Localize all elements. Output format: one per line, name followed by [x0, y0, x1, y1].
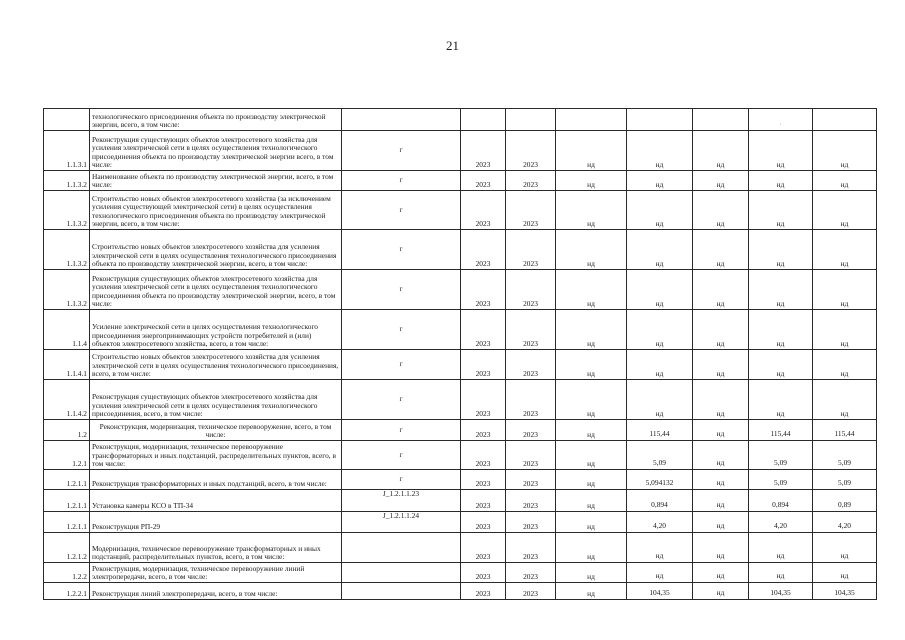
cell-year-start: 2023: [461, 441, 506, 470]
cell-year-start: 2023: [461, 191, 506, 230]
cell-value-1: нд: [627, 533, 693, 563]
table-row-top: [44, 109, 877, 131]
cell-name: Модернизация, техническое перевооружение трансформаторных и иных подстанций, распределительных пунктов, всего, в том числе:: [90, 533, 342, 563]
cell-value-2: нд: [693, 230, 749, 270]
cell-value-1: нд: [627, 191, 693, 230]
cell-year-end: 2023: [506, 191, 556, 230]
cell-value-4: 104,35: [813, 583, 877, 600]
cell-ident: г: [342, 350, 461, 380]
cell-name: Реконструкция, модернизация, техническое перевооружение трансформаторных и иных подстанций, распределительных пунктов, всего, в том числе:: [90, 441, 342, 470]
cell-value-1: нд: [627, 131, 693, 171]
cell-name: Установка камеры КСО в ТП-34: [90, 490, 342, 512]
cell-value-1: нд: [627, 270, 693, 310]
table-row: [44, 583, 877, 600]
cell-year-start: 2023: [461, 512, 506, 533]
cell-value-4: нд: [813, 310, 877, 350]
cell-year-end: 2023: [506, 563, 556, 583]
table-row: [44, 563, 877, 583]
table-row: [44, 420, 877, 441]
cell-name: Реконструкция существующих объектов электросетевого хозяйства для усиления электрической сети в целях осуществления технологического присоединения, всего, в том числе:: [90, 380, 342, 420]
cell-year-end: 2023: [506, 533, 556, 563]
cell-value-3: 115,44: [749, 420, 813, 441]
cell-value-4: 5,09: [813, 470, 877, 490]
cell-stage: нд: [556, 533, 627, 563]
cell-value-4: нд: [813, 270, 877, 310]
table-row: [44, 512, 877, 533]
cell-value-2: нд: [693, 270, 749, 310]
cell-stage: нд: [556, 171, 627, 191]
cell-value-2: нд: [693, 191, 749, 230]
cell-ident: г: [342, 420, 461, 441]
cell-value-1: 5,094132: [627, 470, 693, 490]
table-row: [44, 171, 877, 191]
cell-ident: г: [342, 230, 461, 270]
cell-code: [44, 109, 90, 131]
cell-name: Реконструкция существующих объектов электросетевого хозяйства для усиления электрической сети в целях осуществления технологического присоединения объекта по производству электрической энергии, всего, в том числе:: [90, 270, 342, 310]
cell-value-2: нд: [693, 583, 749, 600]
cell-value-1: 4,20: [627, 512, 693, 533]
cell-value-2: нд: [693, 490, 749, 512]
table-row: [44, 230, 877, 270]
cell-value-3: нд: [749, 350, 813, 380]
cell-value-2: нд: [693, 533, 749, 563]
cell-code: 1.2.1.1: [44, 512, 90, 533]
cell-code: 1.2.1: [44, 441, 90, 470]
cell-stage: нд: [556, 490, 627, 512]
cell-value-1: нд: [627, 171, 693, 191]
cell-value-3: нд: [749, 230, 813, 270]
cell-stage: нд: [556, 310, 627, 350]
cell-name: Наименование объекта по производству электрической энергии, всего, в том числе:: [90, 171, 342, 191]
cell-year-start: 2023: [461, 350, 506, 380]
cell-value-3: ·: [749, 109, 813, 131]
cell-code: 1.1.3.1: [44, 131, 90, 171]
cell-value-4: нд: [813, 563, 877, 583]
cell-value-4: 4,20: [813, 512, 877, 533]
cell-year-end: 2023: [506, 441, 556, 470]
cell-value-4: нд: [813, 191, 877, 230]
cell-year-end: 2023: [506, 512, 556, 533]
cell-code: 1.1.3.2: [44, 270, 90, 310]
cell-value-2: нд: [693, 310, 749, 350]
cell-year-end: 2023: [506, 270, 556, 310]
page-number: 21: [446, 38, 459, 53]
cell-value-3: нд: [749, 563, 813, 583]
cell-ident: г: [342, 270, 461, 310]
cell-value-3: 104,35: [749, 583, 813, 600]
cell-value-4: нд: [813, 350, 877, 380]
cell-value-3: нд: [749, 191, 813, 230]
cell-value-4: [813, 109, 877, 131]
cell-value-3: нд: [749, 171, 813, 191]
cell-value-3: 4,20: [749, 512, 813, 533]
cell-year-start: 2023: [461, 490, 506, 512]
cell-value-3: нд: [749, 131, 813, 171]
cell-code: 1.2.1.2: [44, 533, 90, 563]
cell-value-2: нд: [693, 441, 749, 470]
cell-code: 1.1.3.2: [44, 171, 90, 191]
table-row: [44, 490, 877, 512]
cell-value-4: 5,09: [813, 441, 877, 470]
cell-name: Реконструкция трансформаторных и иных подстанций, всего, в том числе:: [90, 470, 342, 490]
cell-value-2: нд: [693, 380, 749, 420]
cell-value-1: нд: [627, 350, 693, 380]
cell-stage: нд: [556, 270, 627, 310]
cell-name: Реконструкция, модернизация, техническое перевооружение, всего, в том числе:: [90, 420, 342, 441]
cell-value-3: нд: [749, 310, 813, 350]
cell-value-2: нд: [693, 420, 749, 441]
cell-value-2: нд: [693, 512, 749, 533]
cell-stage: нд: [556, 131, 627, 171]
cell-stage: нд: [556, 563, 627, 583]
cell-code: 1.1.4: [44, 310, 90, 350]
cell-year-start: 2023: [461, 131, 506, 171]
cell-year-start: 2023: [461, 583, 506, 600]
cell-value-4: 0,89: [813, 490, 877, 512]
cell-code: 1.1.4.2: [44, 380, 90, 420]
cell-value-3: нд: [749, 533, 813, 563]
cell-name: Реконструкция линий электропередачи, всего, в том числе:: [90, 583, 342, 600]
cell-year-end: 2023: [506, 490, 556, 512]
cell-value-3: 0,894: [749, 490, 813, 512]
table-row: [44, 131, 877, 171]
cell-year-end: 2023: [506, 583, 556, 600]
cell-year-end: 2023: [506, 420, 556, 441]
cell-value-3: 5,09: [749, 441, 813, 470]
cell-value-1: 5,09: [627, 441, 693, 470]
cell-value-1: 104,35: [627, 583, 693, 600]
cell-value-4: нд: [813, 380, 877, 420]
cell-ident: г: [342, 310, 461, 350]
cell-year-start: 2023: [461, 230, 506, 270]
cell-code: 1.2.1.1: [44, 490, 90, 512]
cell-year-start: 2023: [461, 470, 506, 490]
cell-value-4: нд: [813, 171, 877, 191]
cell-year-start: 2023: [461, 171, 506, 191]
cell-year-start: 2023: [461, 310, 506, 350]
cell-value-2: [693, 109, 749, 131]
cell-ident: г: [342, 131, 461, 171]
cell-year-start: 2023: [461, 563, 506, 583]
cell-code: 1.2.2.1: [44, 583, 90, 600]
cell-year-end: 2023: [506, 470, 556, 490]
table-row: [44, 470, 877, 490]
cell-year-start: 2023: [461, 270, 506, 310]
cell-value-1: нд: [627, 563, 693, 583]
cell-code: 1.2: [44, 420, 90, 441]
cell-year-end: 2023: [506, 350, 556, 380]
cell-year-end: 2023: [506, 131, 556, 171]
cell-stage: нд: [556, 441, 627, 470]
cell-ident: г: [342, 191, 461, 230]
cell-value-1: нд: [627, 230, 693, 270]
cell-ident: г: [342, 441, 461, 470]
table-row: [44, 350, 877, 380]
cell-value-2: нд: [693, 563, 749, 583]
cell-ident: г: [342, 171, 461, 191]
cell-year-start: 2023: [461, 533, 506, 563]
table-row: [44, 380, 877, 420]
cell-stage: нд: [556, 512, 627, 533]
cell-value-3: нд: [749, 270, 813, 310]
cell-code: 1.1.3.2: [44, 191, 90, 230]
cell-name: Реконструкция РП-29: [90, 512, 342, 533]
cell-value-2: нд: [693, 171, 749, 191]
cell-year-end: 2023: [506, 171, 556, 191]
cell-year-start: 2023: [461, 380, 506, 420]
cell-value-4: нд: [813, 533, 877, 563]
cell-name: Усиление электрической сети в целях осуществления технологического присоединения энергопринимающих устройств потребителей и (или) объектов электросетевого хозяйства, всего, в том числе:: [90, 310, 342, 350]
table-row: [44, 533, 877, 563]
cell-stage: нд: [556, 230, 627, 270]
cell-year-start: 2023: [461, 420, 506, 441]
cell-name: технологического присоединения объекта по производству электрической энергии, всего, в том числе:: [90, 109, 342, 131]
cell-year-start: [461, 109, 506, 131]
cell-stage: нд: [556, 583, 627, 600]
cell-value-1: [627, 109, 693, 131]
cell-year-end: 2023: [506, 310, 556, 350]
cell-value-1: 0,894: [627, 490, 693, 512]
cell-value-3: 5,09: [749, 470, 813, 490]
table-row: [44, 310, 877, 350]
cell-value-1: нд: [627, 310, 693, 350]
cell-value-2: нд: [693, 350, 749, 380]
cell-ident: [342, 533, 461, 563]
cell-ident: J_1.2.1.1.24: [342, 512, 461, 533]
cell-stage: нд: [556, 420, 627, 441]
cell-stage: нд: [556, 191, 627, 230]
cell-stage: нд: [556, 380, 627, 420]
cell-stage: [556, 109, 627, 131]
cell-name: Реконструкция, модернизация, техническое перевооружение линий электропередачи, всего, в том числе:: [90, 563, 342, 583]
cell-value-3: нд: [749, 380, 813, 420]
cell-ident: г: [342, 470, 461, 490]
cell-value-4: нд: [813, 230, 877, 270]
cell-year-end: [506, 109, 556, 131]
report-table: [43, 108, 877, 600]
cell-stage: нд: [556, 470, 627, 490]
table-row: [44, 191, 877, 230]
cell-name: Строительство новых объектов электросетевого хозяйства для усиления электрической сети в целях осуществления технологического присоединения, всего, в том числе:: [90, 350, 342, 380]
cell-stage: нд: [556, 350, 627, 380]
cell-code: 1.1.4.1: [44, 350, 90, 380]
cell-value-2: нд: [693, 470, 749, 490]
cell-name: Реконструкция существующих объектов электросетевого хозяйства для усиления электрической сети в целях осуществления технологического присоединения объекта по производству электрической энергии всего, в том числе:: [90, 131, 342, 171]
cell-value-1: нд: [627, 380, 693, 420]
cell-value-2: нд: [693, 131, 749, 171]
cell-ident: J_1.2.1.1.23: [342, 490, 461, 512]
cell-value-1: 115,44: [627, 420, 693, 441]
table-row: [44, 270, 877, 310]
cell-year-end: 2023: [506, 380, 556, 420]
cell-value-4: 115,44: [813, 420, 877, 441]
cell-ident: [342, 109, 461, 131]
cell-year-end: 2023: [506, 230, 556, 270]
cell-code: 1.2.2: [44, 563, 90, 583]
cell-name: Строительство новых объектов электросетевого хозяйства (за исключением усиления существующей электрической сети) в целях осуществления технологического присоединения объекта по производству электрической энергии, всего, в том числе:: [90, 191, 342, 230]
cell-ident: [342, 583, 461, 600]
report-table-body: [44, 109, 877, 600]
cell-code: 1.2.1.1: [44, 470, 90, 490]
cell-name: Строительство новых объектов электросетевого хозяйства для усиления электрической сети в целях осуществления технологического присоединения объекта по производству электрической энергии, всего, в том числе:: [90, 230, 342, 270]
cell-ident: г: [342, 380, 461, 420]
cell-ident: [342, 563, 461, 583]
cell-value-4: нд: [813, 131, 877, 171]
table-row: [44, 441, 877, 470]
cell-code: 1.1.3.2: [44, 230, 90, 270]
